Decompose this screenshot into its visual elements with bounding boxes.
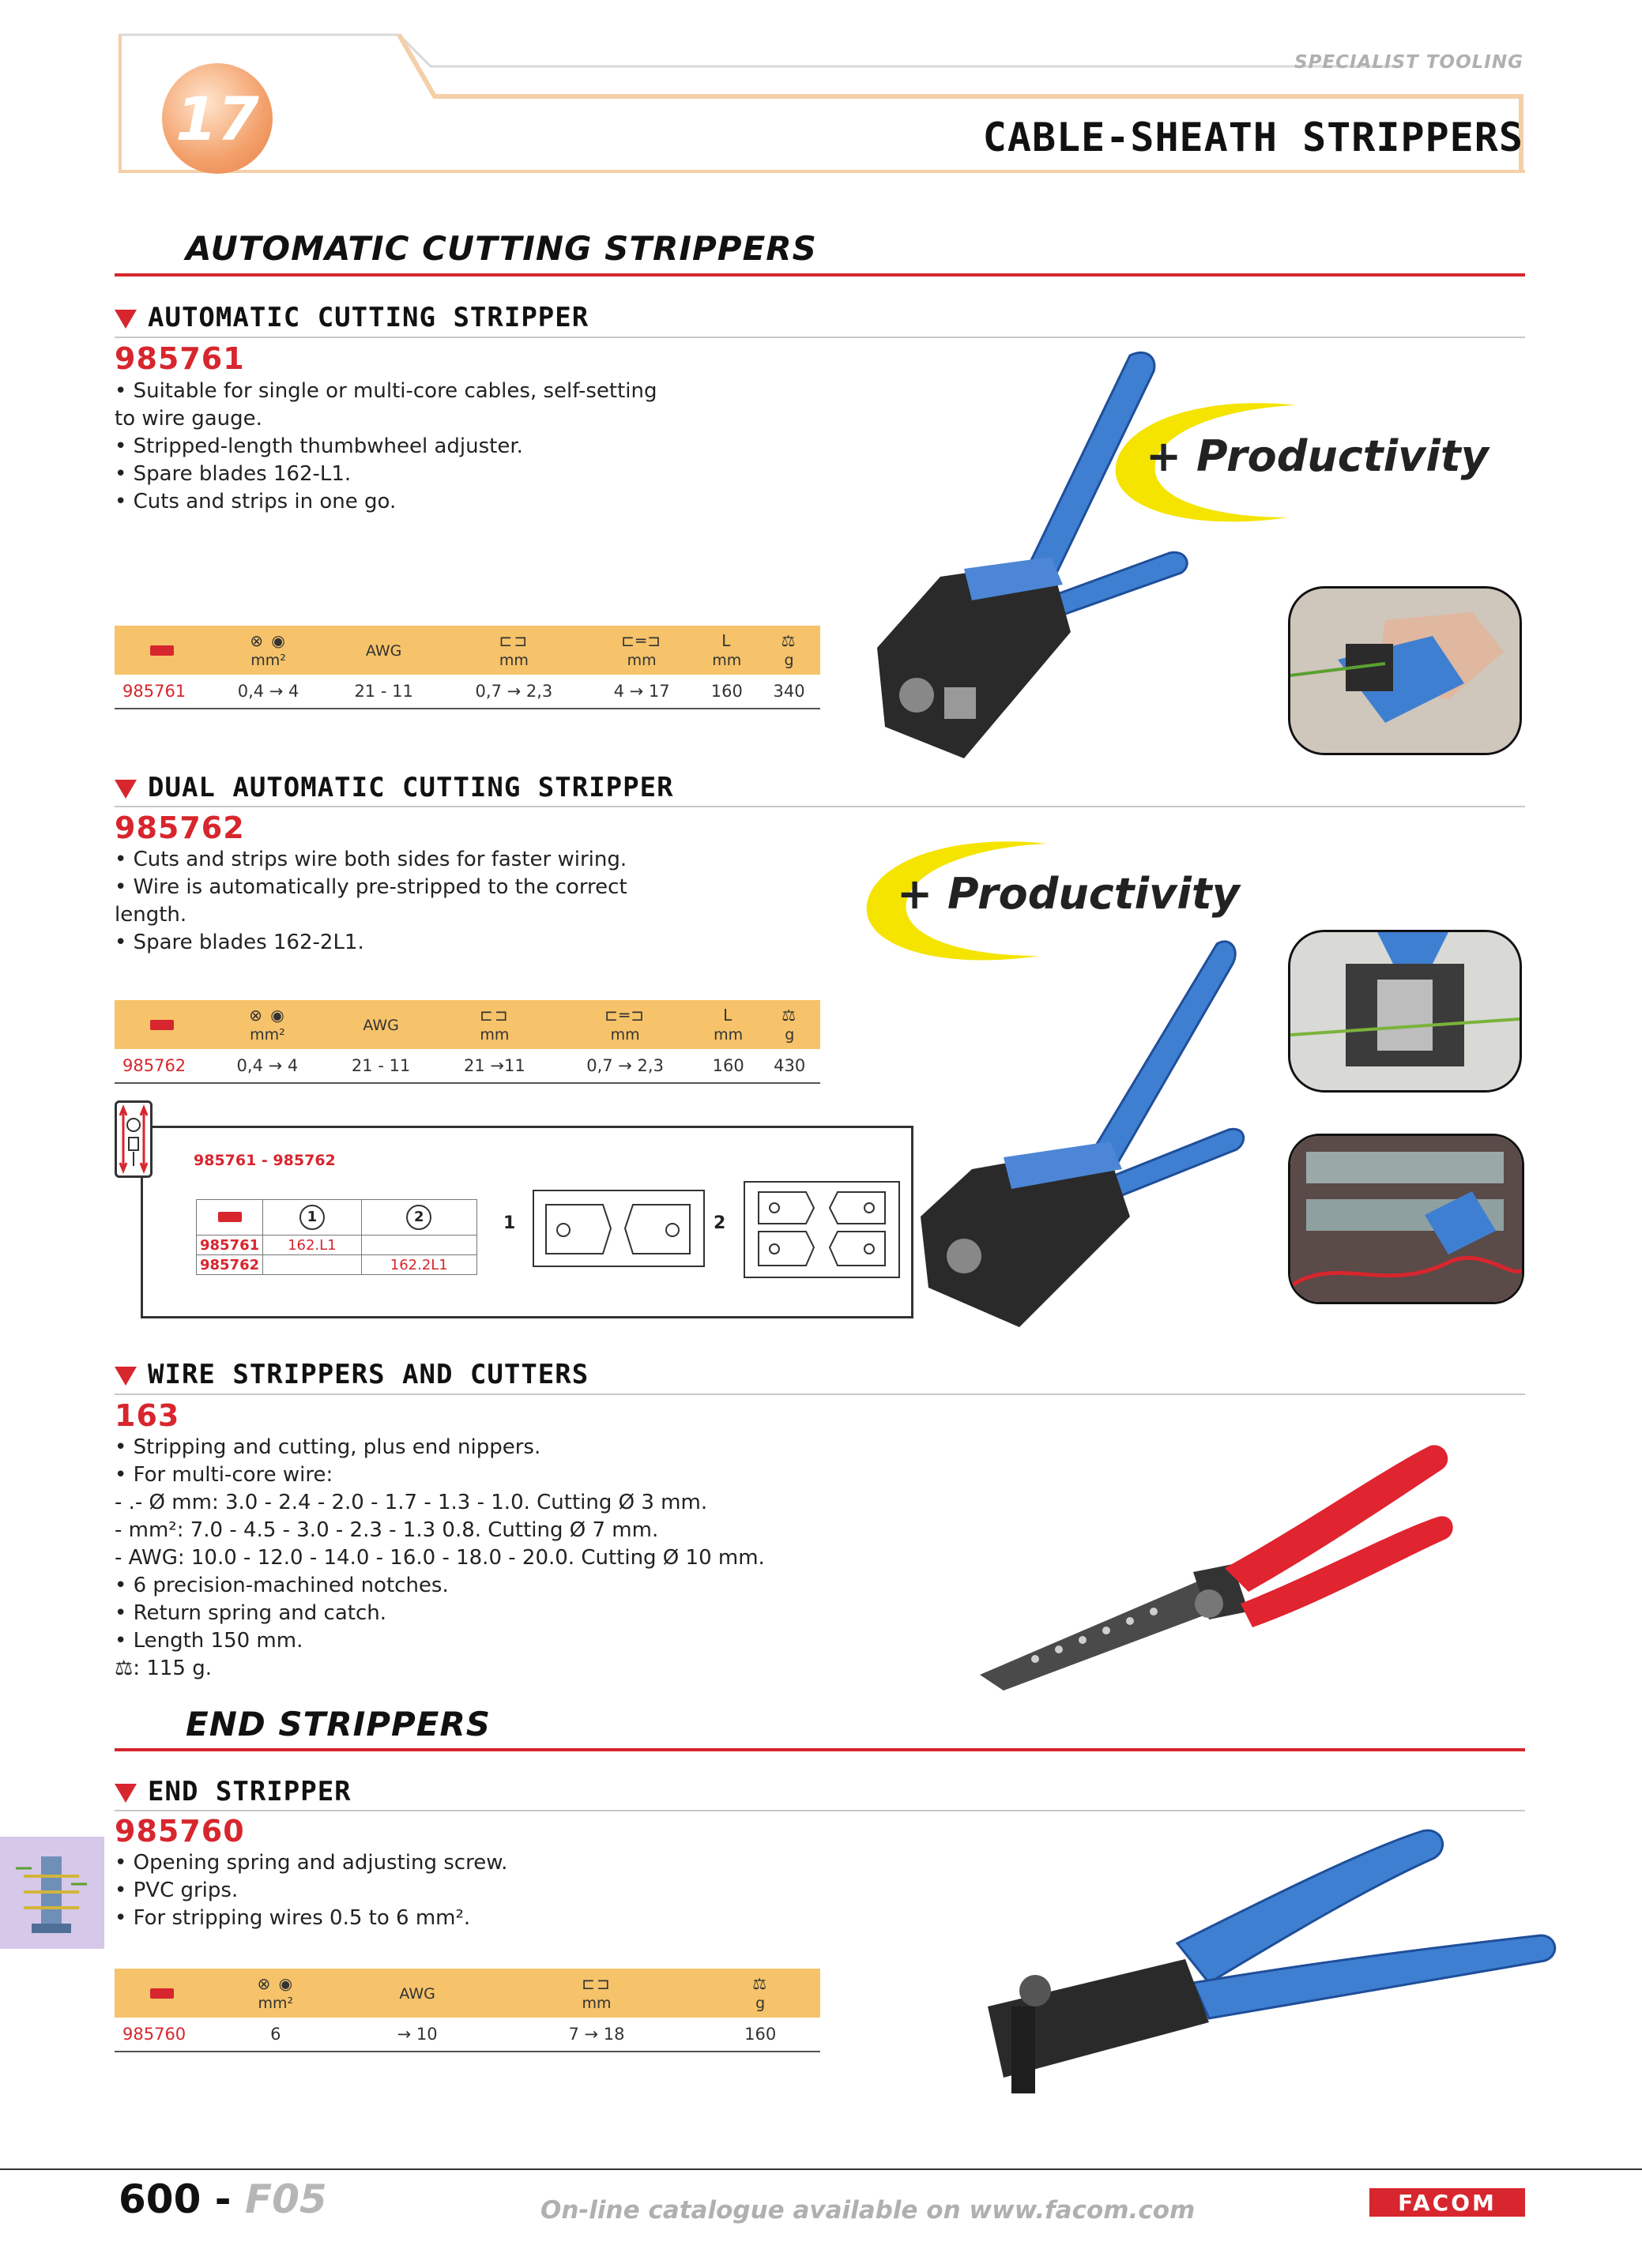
feature-line: • PVC grips. xyxy=(115,1879,239,1902)
spare-blade-icon xyxy=(115,1100,153,1178)
feature-line: • For stripping wires 0.5 to 6 mm². xyxy=(115,1906,471,1930)
inset-photo-wiring-panel xyxy=(1288,1134,1524,1304)
chapter-number-badge xyxy=(162,63,273,174)
feature-line: length. xyxy=(115,903,187,927)
spec-col-strip-length xyxy=(588,626,696,675)
feature-line: - mm²: 7.0 - 4.5 - 3.0 - 2.3 - 1.3 0.8. Cutting Ø 7 mm. xyxy=(115,1518,659,1542)
cable-section-icon: ⊗ ◉ xyxy=(257,1974,295,1993)
unit-label: mm xyxy=(582,1995,612,2012)
end-stripper-photo xyxy=(956,1825,1565,2109)
feature-line: • 6 precision-machined notches. xyxy=(115,1574,449,1597)
spec-cell: 4 → 17 xyxy=(588,675,696,709)
product-title-text: END STRIPPER xyxy=(148,1776,352,1807)
dual-stripper-photo xyxy=(917,932,1248,1343)
triangle-bullet-icon xyxy=(115,780,137,799)
triangle-bullet-icon xyxy=(115,1367,137,1386)
spec-table-985761 xyxy=(115,626,820,709)
spec-header-row xyxy=(115,1000,820,1049)
spec-col-section xyxy=(209,1969,342,2018)
spec-cell: 340 xyxy=(758,675,820,709)
spec-data-row xyxy=(115,1049,820,1083)
product-features-985761 xyxy=(115,378,657,516)
chapter-side-tab xyxy=(0,1837,104,1949)
spec-cell: 0,4 → 4 xyxy=(209,675,327,709)
feature-line: • Stripping and cutting, plus end nippers. xyxy=(115,1435,541,1459)
cable-section-icon: ⊗ ◉ xyxy=(249,1006,286,1025)
spec-cell: 160 xyxy=(698,1049,759,1083)
spec-table-985760 xyxy=(115,1969,820,2052)
spec-cell-ref: 985760 xyxy=(115,2018,209,2052)
product-rule xyxy=(115,806,1525,807)
feature-line: • Opening spring and adjusting screw. xyxy=(115,1851,508,1875)
automatic-stripper-photo xyxy=(869,348,1241,758)
section-title-end-strippers: END STRIPPERS xyxy=(186,1705,491,1743)
feature-line: - AWG: 10.0 - 12.0 - 14.0 - 16.0 - 18.0 - 20.0. Cutting Ø 10 mm. xyxy=(115,1546,765,1570)
spec-cell: 160 xyxy=(695,675,758,709)
strip-length-icon: ⊏═⊐ xyxy=(621,631,662,650)
spec-header-row xyxy=(115,626,820,675)
brand-text: FACOM xyxy=(1398,2189,1497,2216)
spec-table-985762 xyxy=(115,1000,820,1084)
blade-diagram-1-label: 1 xyxy=(503,1213,516,1233)
product-ref-985760: 985760 xyxy=(115,1814,245,1849)
blade-diagram-1 xyxy=(532,1189,706,1268)
spec-cell: 21 - 11 xyxy=(326,1049,437,1083)
section-label: SPECIALIST TOOLING xyxy=(1294,52,1523,73)
feature-line: ⚖: 115 g. xyxy=(115,1657,212,1680)
unit-label: g xyxy=(784,652,794,669)
blades-label: 985761 - 985762 xyxy=(194,1152,336,1169)
productivity-badge-2: + Productivity xyxy=(897,869,1240,919)
spec-cell: 6 xyxy=(209,2018,342,2052)
blade-value: 162.L1 xyxy=(263,1236,361,1255)
spec-header-row xyxy=(115,1969,820,2018)
page-number-text: 600 - xyxy=(119,2176,245,2222)
spec-col-awg xyxy=(327,626,440,675)
unit-label: mm xyxy=(499,652,529,669)
unit-label: g xyxy=(785,1026,795,1044)
unit-label: AWG xyxy=(363,1017,399,1034)
spec-col-length xyxy=(695,626,758,675)
blade-diagram-2 xyxy=(743,1180,901,1279)
wire-diameter-icon: ⊏⊐ xyxy=(480,1006,510,1025)
unit-label: AWG xyxy=(399,1985,435,2003)
spec-col-length xyxy=(698,1000,759,1049)
facom-ref-icon xyxy=(115,1969,209,2018)
product-title-text: WIRE STRIPPERS AND CUTTERS xyxy=(148,1359,589,1390)
inset-photo-stripper-in-use xyxy=(1288,586,1522,755)
spec-cell: 160 xyxy=(700,2018,820,2052)
blade-col-2 xyxy=(361,1200,476,1236)
unit-label: mm xyxy=(610,1026,640,1044)
blade-value xyxy=(361,1236,476,1255)
weight-icon: ⚖ xyxy=(781,631,797,650)
spec-col-weight xyxy=(758,626,820,675)
inset-photo-dual-stripper-jaws xyxy=(1288,930,1522,1093)
weight-icon: ⚖ xyxy=(781,1006,798,1025)
spec-col-diameter xyxy=(440,626,588,675)
facom-ref-icon xyxy=(115,626,209,675)
wire-diameter-icon: ⊏⊐ xyxy=(582,1974,612,1993)
blades-header-row xyxy=(197,1200,477,1236)
circle-number: 2 xyxy=(406,1205,431,1230)
feature-line: • Suitable for single or multi-core cables, self-setting xyxy=(115,379,657,403)
feature-line: • Cuts and strips wire both sides for faster wiring. xyxy=(115,848,627,871)
facom-ref-icon xyxy=(197,1200,263,1236)
product-title-985760 xyxy=(115,1776,352,1807)
product-rule xyxy=(115,1394,1525,1395)
productivity-badge-1: + Productivity xyxy=(1146,431,1489,481)
spec-cell: 430 xyxy=(759,1049,820,1083)
spec-cell: 0,7 → 2,3 xyxy=(552,1049,698,1083)
spec-cell-ref: 985762 xyxy=(115,1049,209,1083)
blade-value: 162.2L1 xyxy=(361,1255,476,1275)
unit-label: mm xyxy=(627,652,657,669)
product-features-985760 xyxy=(115,1849,507,1932)
blade-arrows-icon xyxy=(117,1103,150,1175)
page-number xyxy=(119,2176,327,2222)
unit-label: mm² xyxy=(250,1026,285,1044)
footer-rule xyxy=(0,2168,1642,2170)
product-features-985762 xyxy=(115,846,627,957)
feature-line: to wire gauge. xyxy=(115,407,262,431)
spec-col-awg xyxy=(326,1000,437,1049)
product-ref-985762: 985762 xyxy=(115,811,245,845)
spec-cell: 21 - 11 xyxy=(327,675,440,709)
cable-section-icon: ⊗ ◉ xyxy=(250,631,287,650)
spec-cell: 21 →11 xyxy=(436,1049,552,1083)
facom-logo xyxy=(1369,2188,1525,2217)
unit-label: g xyxy=(755,1995,766,2012)
spec-col-weight xyxy=(700,1969,820,2018)
page-title: CABLE-SHEATH STRIPPERS xyxy=(982,115,1523,160)
blades-row xyxy=(197,1236,477,1255)
wire-diameter-icon: ⊏⊐ xyxy=(499,631,529,650)
strip-length-icon: ⊏═⊐ xyxy=(604,1006,646,1025)
section-rule xyxy=(115,273,1525,276)
blade-value xyxy=(263,1255,361,1275)
product-rule xyxy=(115,1810,1525,1811)
blade-ref: 985761 xyxy=(197,1236,263,1255)
unit-label: mm² xyxy=(250,652,286,669)
triangle-bullet-icon xyxy=(115,310,137,329)
feature-line: • Spare blades 162-2L1. xyxy=(115,931,364,954)
blades-table xyxy=(196,1199,477,1275)
section-title-automatic: AUTOMATIC CUTTING STRIPPERS xyxy=(186,229,817,268)
product-ref-985761: 985761 xyxy=(115,341,245,376)
product-title-985762 xyxy=(115,772,674,803)
product-ref-163: 163 xyxy=(115,1398,180,1433)
product-features-163 xyxy=(115,1434,765,1683)
chapter-number: 17 xyxy=(175,83,259,154)
spec-data-row xyxy=(115,2018,820,2052)
feature-line: • For multi-core wire: xyxy=(115,1463,333,1487)
spec-col-diameter xyxy=(493,1969,701,2018)
feature-line: - .- Ø mm: 3.0 - 2.4 - 2.0 - 1.7 - 1.3 - 1.0. Cutting Ø 3 mm. xyxy=(115,1491,708,1514)
facom-ref-icon xyxy=(115,1000,209,1049)
length-icon: L xyxy=(721,631,732,650)
spec-col-weight xyxy=(759,1000,820,1049)
spec-data-row xyxy=(115,675,820,709)
unit-label: mm xyxy=(714,1026,744,1044)
section-code: F05 xyxy=(244,2176,327,2222)
feature-line: • Length 150 mm. xyxy=(115,1629,303,1653)
footer-catalogue-note: On-line catalogue available on www.facom.com xyxy=(540,2196,1196,2225)
hand-using-stripper-illustration xyxy=(1290,589,1520,753)
spec-cell: → 10 xyxy=(342,2018,493,2052)
spec-col-section xyxy=(209,626,327,675)
spec-cell: 0,7 → 2,3 xyxy=(440,675,588,709)
unit-label: AWG xyxy=(365,642,402,660)
cable-stripper-tab-icon xyxy=(0,1837,104,1949)
blade-col-1 xyxy=(263,1200,361,1236)
weight-icon: ⚖ xyxy=(752,1974,769,1993)
product-title-985761 xyxy=(115,302,589,333)
spec-col-section xyxy=(209,1000,326,1049)
product-rule xyxy=(115,337,1525,338)
unit-label: mm xyxy=(712,652,742,669)
blades-row xyxy=(197,1255,477,1275)
length-icon: L xyxy=(723,1006,734,1025)
spec-col-strip-length xyxy=(552,1000,698,1049)
feature-line: • Cuts and strips in one go. xyxy=(115,490,397,513)
feature-line: • Stripped-length thumbwheel adjuster. xyxy=(115,434,523,458)
unit-label: mm² xyxy=(258,1995,294,2012)
feature-line: • Spare blades 162-L1. xyxy=(115,462,352,486)
spec-col-diameter xyxy=(436,1000,552,1049)
circle-number: 1 xyxy=(299,1205,325,1230)
product-title-text: DUAL AUTOMATIC CUTTING STRIPPER xyxy=(148,772,674,803)
spec-cell: 0,4 → 4 xyxy=(209,1049,326,1083)
wiring-panel-illustration xyxy=(1290,1136,1522,1302)
stripper-jaws-illustration xyxy=(1290,932,1520,1090)
triangle-bullet-icon xyxy=(115,1784,137,1803)
spec-cell-ref: 985761 xyxy=(115,675,209,709)
wire-stripper-cutter-photo xyxy=(972,1438,1462,1691)
blade-diagram-2-label: 2 xyxy=(714,1213,726,1233)
blade-ref: 985762 xyxy=(197,1255,263,1275)
product-title-text: AUTOMATIC CUTTING STRIPPER xyxy=(148,302,589,333)
product-title-163 xyxy=(115,1359,589,1390)
section-rule xyxy=(115,1748,1525,1751)
unit-label: mm xyxy=(480,1026,510,1044)
feature-line: • Wire is automatically pre-stripped to the correct xyxy=(115,875,627,899)
feature-line: • Return spring and catch. xyxy=(115,1601,386,1625)
spec-col-awg xyxy=(342,1969,493,2018)
spec-cell: 7 → 18 xyxy=(493,2018,701,2052)
